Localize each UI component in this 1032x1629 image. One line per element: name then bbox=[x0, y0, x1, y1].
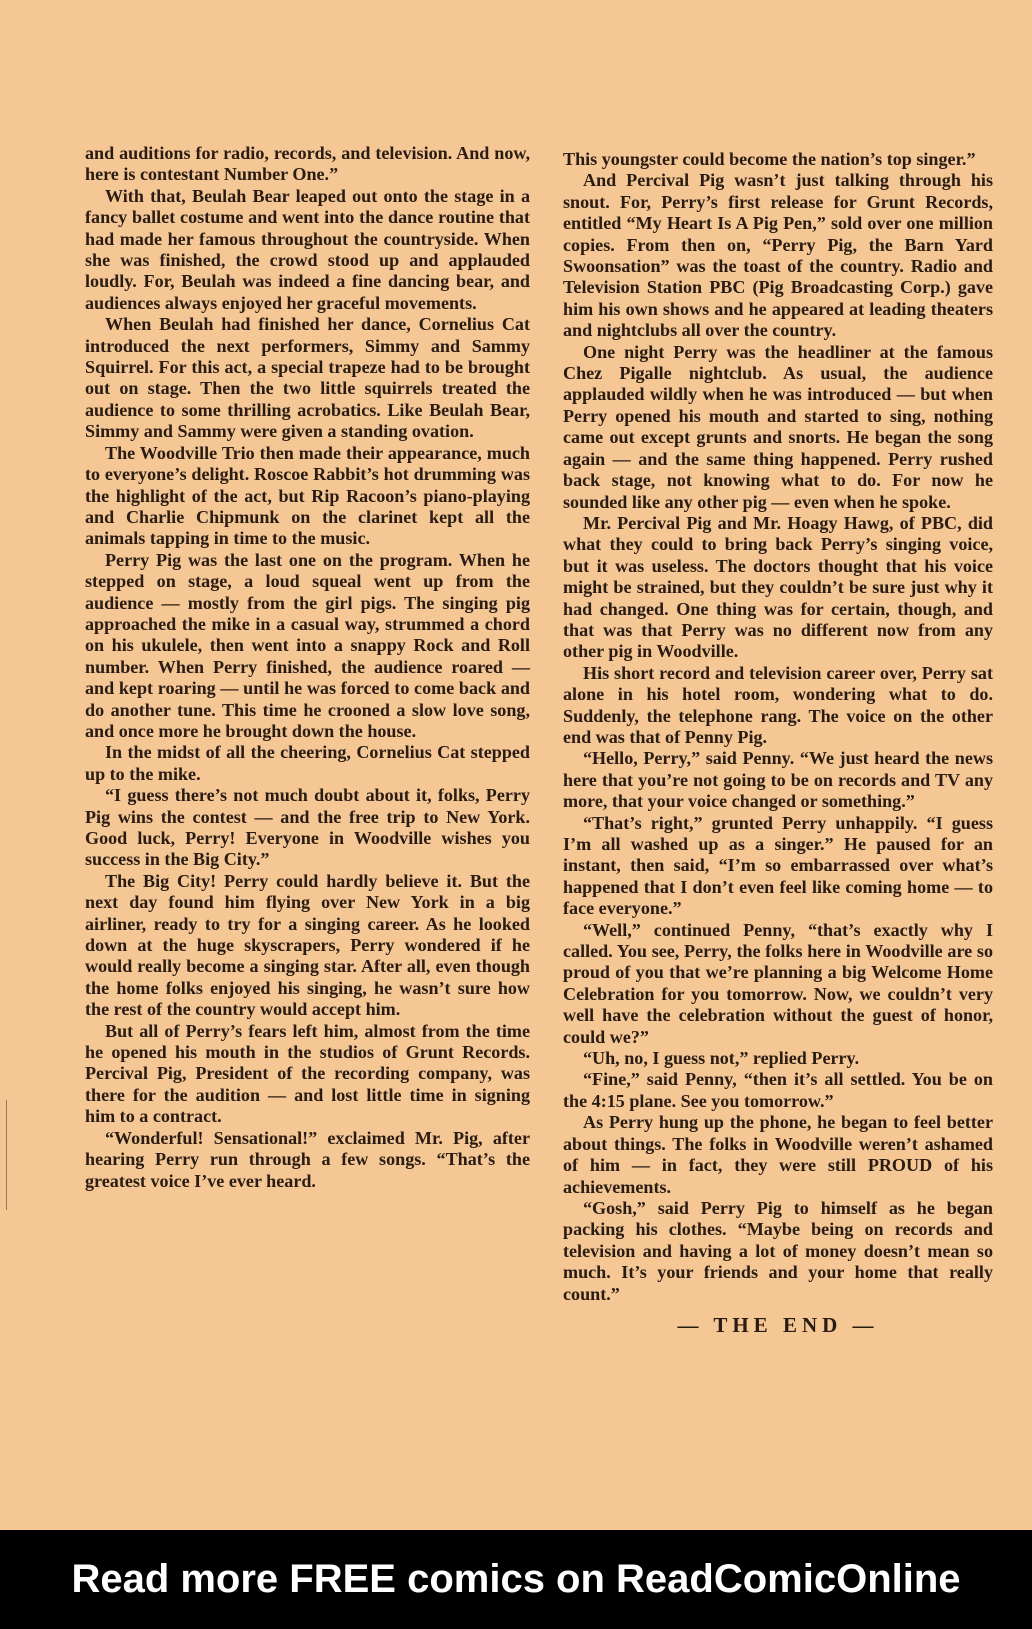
promo-banner[interactable] bbox=[0, 1530, 1032, 1629]
paragraph: “That’s right,” grunted Perry unhappily. “I guess I’m all washed up as a singer.” He paused for an instant, then said, “I’m so embarrassed over what’s happened that I don’t even feel like coming home — to face everyone.” bbox=[563, 812, 993, 919]
right-text-column bbox=[563, 149, 993, 1336]
paragraph: “I guess there’s not much doubt about it, folks, Perry Pig wins the contest — and the free trip to New York. Good luck, Perry! Everyone in Woodville wishes you success in the Big City.” bbox=[85, 785, 530, 870]
paragraph: In the midst of all the cheering, Cornelius Cat stepped up to the mike. bbox=[85, 742, 530, 784]
paragraph: “Gosh,” said Perry Pig to himself as he began packing his clothes. “Maybe being on records and television and having a lot of money doesn’t mean so much. It’s your friends and your home that really count.” bbox=[563, 1197, 993, 1304]
page-binding-edge bbox=[0, 1100, 7, 1210]
paragraph: But all of Perry’s fears left him, almost from the time he opened his mouth in the studios of Grunt Records. Percival Pig, President of the recording company, was there for the audition — and lost little time in signing him to a contract. bbox=[85, 1020, 530, 1127]
the-end-label: — THE END — bbox=[677, 1312, 879, 1337]
paragraph: “Uh, no, I guess not,” replied Perry. bbox=[583, 1048, 860, 1069]
paragraph: The Big City! Perry could hardly believe it. But the next day found him flying over New York in a big airliner, ready to try for a singing career. As he looked down at the huge skyscrapers, Perry wondered if he would really become a singing star. After all, even though the home folks enjoyed his singing, he wasn’t sure how the rest of the country would accept him. bbox=[85, 870, 530, 1020]
paragraph: The Woodville Trio then made their appearance, much to everyone’s delight. Roscoe Rabbit’s hot drumming was the highlight of the act, but Rip Racoon’s piano-playing and Charlie Chipmunk on the clarinet kept all the animals tapping in time to the music. bbox=[85, 442, 530, 549]
paragraph: And Percival Pig wasn’t just talking through his snout. For, Perry’s first release for Grunt Records, entitled “My Heart Is A Pig Pen,” sold over one million copies. From then on, “Perry Pig, the Barn Yard Swoonsation” was the toast of the country. Radio and Television Station PBC (Pig Broadcasting Corp.) gave him his own shows and he appeared at leading theaters and nightclubs all over the country. bbox=[563, 170, 993, 341]
paragraph: As Perry hung up the phone, he began to feel better about things. The folks in Woodville weren’t ashamed of him — in fact, they were still PROUD of his achievements. bbox=[563, 1112, 993, 1197]
paragraph: “Fine,” said Penny, “then it’s all settled. You be on the 4:15 plane. See you tomorrow.” bbox=[563, 1069, 993, 1111]
paragraph: “Wonderful! Sensational!” exclaimed Mr. Pig, after hearing Perry run through a few songs. “That’s the greatest voice I’ve ever heard. bbox=[85, 1127, 530, 1191]
paragraph: Perry Pig was the last one on the program. When he stepped on stage, a loud squeal went up from the audience — mostly from the girl pigs. The singing pig approached the mike in a casual way, strummed a chord on his ukulele, then went into a snappy Rock and Roll number. When Perry finished, the audience roared — and kept roaring — until he was forced to come back and do another tune. This time he crooned a slow love song, and once more he brought down the house. bbox=[85, 549, 530, 741]
paragraph: Mr. Percival Pig and Mr. Hoagy Hawg, of PBC, did what they could to bring back Perry’s singing voice, but it was useless. The doctors thought that his voice might be strained, but they couldn’t be sure just why it had changed. One thing was for certain, though, and that was that Perry was no different now from any other pig in Woodville. bbox=[563, 512, 993, 662]
paragraph: and auditions for radio, records, and television. And now, here is contestant Number One.” bbox=[85, 143, 530, 185]
paragraph: This youngster could become the nation’s top singer.” bbox=[563, 149, 976, 169]
paragraph: When Beulah had finished her dance, Cornelius Cat introduced the next performers, Simmy and Sammy Squirrel. For this act, a special trapeze had to be brought out on stage. Then the two little squirrels treated the audience to some thrilling acrobatics. Like Beulah Bear, Simmy and Sammy were given a standing ovation. bbox=[85, 314, 530, 442]
paragraph: With that, Beulah Bear leaped out onto the stage in a fancy ballet costume and went into the dance routine that had made her famous throughout the countryside. When she was finished, the crowd stood up and applauded loudly. For, Beulah was indeed a fine dancing bear, and audiences always enjoyed her graceful movements. bbox=[85, 185, 530, 313]
left-text-column bbox=[85, 143, 530, 1192]
promo-banner-text: Read more FREE comics on ReadComicOnline bbox=[71, 1557, 961, 1601]
paragraph: One night Perry was the headliner at the famous Chez Pigalle nightclub. As usual, the audience applauded wildly when he was introduced — but when Perry opened his mouth and started to sing, nothing came out except grunts and snorts. He began the song again — and the same thing happened. Perry rushed back stage, not knowing what to do. For now he sounded like any other pig — even when he spoke. bbox=[563, 341, 993, 512]
paragraph: “Hello, Perry,” said Penny. “We just heard the news here that you’re not going to be on records and TV any more, that your voice changed or something.” bbox=[563, 748, 993, 812]
paragraph: “Well,” continued Penny, “that’s exactly why I called. You see, Perry, the folks here in Woodville are so proud of you that we’re planning a big Welcome Home Celebration for you tomorrow. Now, we couldn’t very well have the celebration without the guest of honor, could we?” bbox=[563, 919, 993, 1047]
paragraph: His short record and television career over, Perry sat alone in his hotel room, wondering what to do. Suddenly, the telephone rang. The voice on the other end was that of Penny Pig. bbox=[563, 662, 993, 747]
